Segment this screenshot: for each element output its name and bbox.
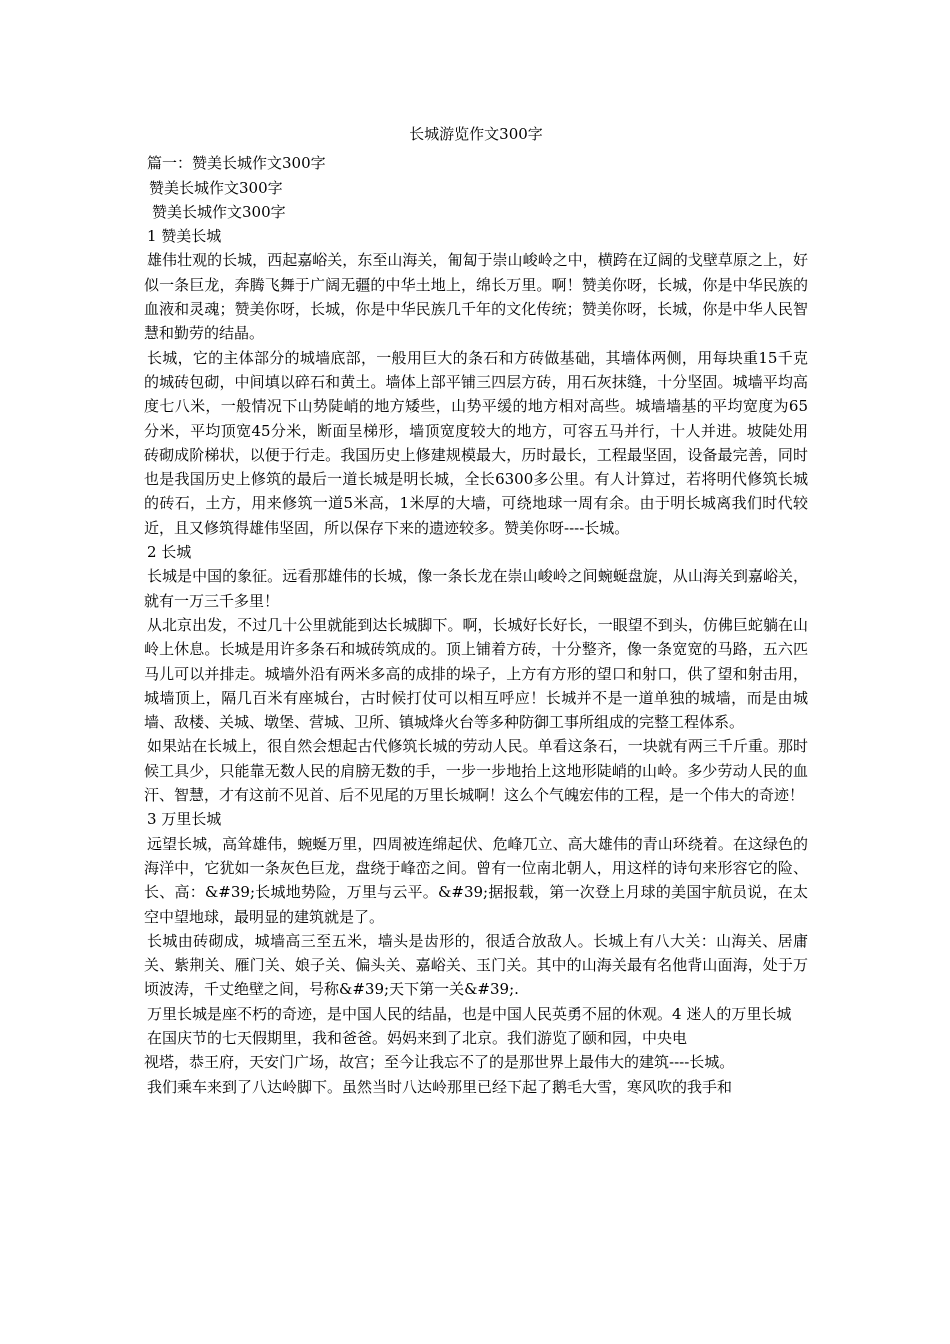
paragraph: 我们乘车来到了八达岭脚下。虽然当时八达岭那里已经下起了鹅毛大雪，寒风吹的我手和	[147, 1077, 733, 1096]
section-heading: 2 长城	[147, 543, 192, 562]
paragraph: 视塔，恭王府，天安门广场，故宫；至今让我忘不了的是那世界上最伟大的建筑----长城。	[144, 1053, 735, 1072]
document-title: 长城游览作文300字	[409, 125, 543, 143]
section-heading: 1 赞美长城	[147, 227, 222, 246]
paragraph: 长城，它的主体部分的城墙底部，一般用巨大的条石和方砖做基础，其墙体两侧，用每块重15千克的城砖包砌，中间填以碎石和黄土。墙体上部平铺三四层方砖，用石灰抹缝，十分坚固。城墙平均高度七八米，一般情况下山势陡峭的地方矮些，山势平缓的地方相对高些。城墙墙基的平均宽度为65分米，平均顶宽45分米，断面呈梯形，墙顶宽度较大的地方，可容五马并行，十人并进。坡陡处用砖砌成阶梯状，以便于行走。我国历史上修建规模最大，历时最长，工程最坚固，设备最完善，同时也是我国历史上修筑的最后一道长城是明长城，全长6300多公里。有人计算过，若将明代修筑长城的砖石，土方，用来修筑一道5米高，1米厚的大墙，可绕地球一周有余。由于明长城离我们时代较近，且又修筑得雄伟坚固，所以保存下来的遗迹较多。赞美你呀----长城。	[144, 348, 808, 537]
heading-subtitle-repeat: 赞美长城作文300字	[152, 202, 286, 221]
paragraph: 如果站在长城上，很自然会想起古代修筑长城的劳动人民。单看这条石，一块就有两三千斤重。那时候工具少，只能靠无数人民的肩膀无数的手，一步一步地抬上这地形陡峭的山岭。多少劳动人民的血汗、智慧，才有这前不见首、后不见尾的万里长城啊！这么个气魄宏伟的工程，是一个伟大的奇迹！	[144, 737, 808, 805]
paragraph: 长城是中国的象征。远看那雄伟的长城，像一条长龙在崇山峻岭之间蜿蜒盘旋，从山海关到嘉峪关，就有一万三千多里！	[144, 567, 808, 610]
heading-part-one: 篇一：赞美长城作文300字	[147, 154, 326, 173]
heading-subtitle: 赞美长城作文300字	[149, 178, 283, 197]
paragraph: 雄伟壮观的长城，西起嘉峪关，东至山海关，匍匐于崇山峻岭之中，横跨在辽阔的戈壁草原之上，好似一条巨龙，奔腾飞舞于广阔无疆的中华土地上，绵长万里。啊！赞美你呀，长城，你是中华民族的血液和灵魂；赞美你呀，长城，你是中华民族几千年的文化传统；赞美你呀，长城，你是中华人民智慧和勤劳的结晶。	[144, 251, 808, 343]
paragraph: 在国庆节的七天假期里，我和爸爸。妈妈来到了北京。我们游览了颐和园，中央电	[147, 1028, 688, 1047]
paragraph: 万里长城是座不朽的奇迹，是中国人民的结晶，也是中国人民英勇不屈的休观。4 迷人的万里长城	[147, 1004, 792, 1023]
section-heading: 3 万里长城	[147, 810, 222, 829]
paragraph: 长城由砖砌成，城墙高三至五米，墙头是齿形的，很适合放敌人。长城上有八大关：山海关、居庸关、紫荆关、雁门关、娘子关、偏头关、嘉峪关、玉门关。其中的山海关最有名他背山面海，处于万顷波涛，千丈绝壁之间，号称&#39;天下第一关&#39;.	[144, 931, 808, 999]
paragraph: 从北京出发，不过几十公里就能到达长城脚下。啊，长城好长好长，一眼望不到头，仿佛巨蛇躺在山岭上休息。长城是用许多条石和城砖筑成的。顶上铺着方砖，十分整齐，像一条宽宽的马路，五六匹马儿可以并排走。城墙外沿有两米多高的成排的垛子，上方有方形的望口和射口，供了望和射击用，城墙顶上，隔几百米有座城台，古时候打仗可以相互呼应！长城并不是一道单独的城墙，而是由城墙、敌楼、关城、墩堡、营城、卫所、镇城烽火台等多种防御工事所组成的完整工程体系。	[144, 615, 808, 732]
paragraph: 远望长城，高耸雄伟，蜿蜒万里，四周被连绵起伏、危峰兀立、高大雄伟的青山环绕着。在这绿色的海洋中，它犹如一条灰色巨龙，盘绕于峰峦之间。曾有一位南北朝人，用这样的诗句来形容它的险、长、高：&#39;长城地势险，万里与云平。&#39;据报载，第一次登上月球的美国宇航员说，在太空中望地球，最明显的建筑就是了。	[144, 834, 808, 926]
document-page	[144, 122, 808, 1099]
